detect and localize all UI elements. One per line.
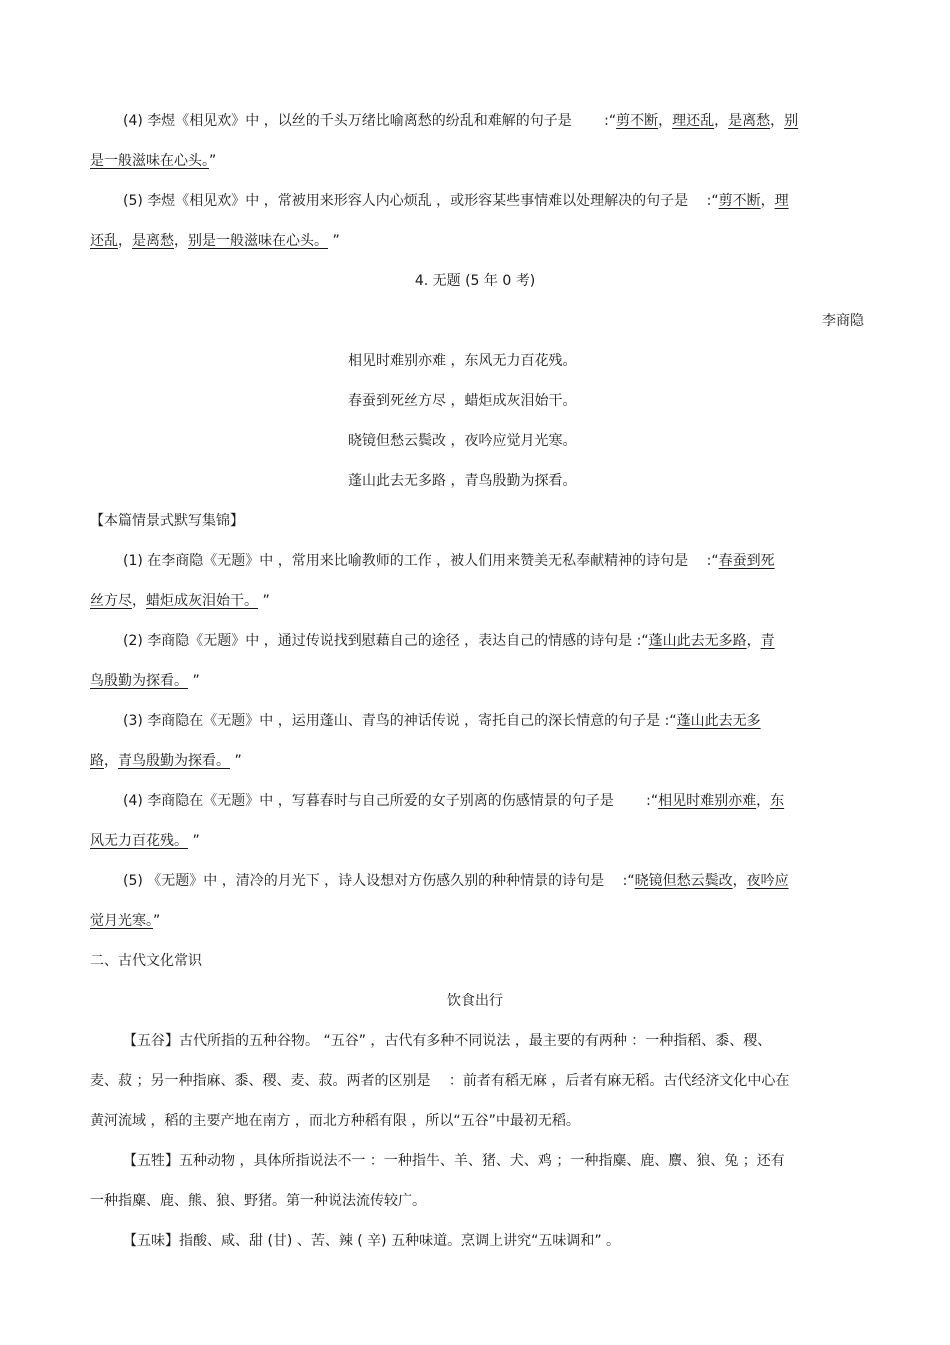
- answer-underline: 丝方尽: [90, 593, 132, 609]
- item-4-3-line-2: [90, 751, 870, 771]
- item-4-5-line-1: [123, 871, 870, 891]
- answer-underline: 风无力百花残。: [90, 833, 188, 849]
- answer-underline: 蓬山此去无多路: [648, 633, 747, 649]
- wugu-line-2: 麦、菽 ；另一种指麻、黍、稷、麦、菽。两者的区别是 ：前者有稻无麻 ，后者有麻无稻。古代经济文化中心在: [90, 1073, 790, 1089]
- wugu-line-1: 【五谷】古代所指的五种谷物。 “五谷” ，古代有多种不同说法 ，最主要的有两种 ：一种指稻、黍、稷、: [123, 1033, 772, 1049]
- text-segment: ，: [732, 873, 747, 889]
- text-segment: (5) 李煜《相见欢》中 ，常被用来形容人内心烦乱 ，或形容某些事情难以处理解决的句子是 :“: [123, 193, 719, 209]
- poem-line-2: 春蚕到死丝方尽 ，蜡炬成灰泪始干。: [348, 393, 577, 409]
- item-4-2-line-2: [90, 671, 870, 691]
- text-segment: ，: [174, 233, 188, 249]
- text-segment: (2) 李商隐《无题》中 ，通过传说找到慰藉自己的途径 ，表达自己的情感的诗句是 :“: [123, 633, 649, 649]
- answer-underline: 是离愁: [728, 113, 771, 129]
- text-segment: ，: [770, 113, 785, 129]
- answer-underline: 理还乱: [672, 113, 715, 129]
- item-4-4-line-2: [90, 831, 870, 851]
- answer-underline: 剪不断: [718, 193, 761, 209]
- item-4-1-line-2: [90, 591, 870, 611]
- answer-underline: 相见时难别亦难: [658, 793, 757, 809]
- poem-line-3: 晓镜但愁云鬓改 ，夜吟应觉月光寒。: [348, 433, 577, 449]
- text-segment: ”: [188, 833, 200, 849]
- collection-heading: 【本篇情景式默写集锦】: [90, 513, 244, 529]
- wusheng-line-2: 一种指麋、鹿、熊、狼、野猪。第一种说法流传较广。: [90, 1193, 426, 1209]
- text-segment: ，: [118, 233, 132, 249]
- answer-underline: 青鸟殷勤为探看。: [118, 753, 230, 769]
- answer-underline: 是离愁: [132, 233, 174, 249]
- answer-underline: 青: [760, 633, 775, 649]
- answer-underline: 是一般滋味在心头。: [90, 153, 209, 169]
- poem-line-4: 蓬山此去无多路 ，青鸟殷勤为探看。: [348, 473, 577, 489]
- answer-underline: 别: [784, 113, 799, 129]
- text-segment: ，: [658, 113, 673, 129]
- text-segment: ”: [209, 153, 217, 169]
- text-segment: ”: [328, 233, 340, 249]
- poem-line-1: 相见时难别亦难 ，东风无力百花残。: [348, 353, 577, 369]
- item-4-1-line-1: [123, 551, 870, 571]
- text-segment: (1) 在李商隐《无题》中 ，常用来比喻教师的工作 ，被人们用来赞美无私奉献精神的诗句是 :“: [123, 553, 719, 569]
- item-3-4-line-1: [123, 111, 870, 131]
- item-4-5-line-2: [90, 911, 870, 931]
- answer-underline: 别是一般滋味在心头。: [188, 233, 328, 249]
- item-3-5-line-2: [90, 231, 870, 251]
- answer-underline: 东: [770, 793, 785, 809]
- text-segment: (5) 《无题》中 ，清冷的月光下 ，诗人设想对方伤感久别的种种情景的诗句是 :“: [123, 873, 635, 889]
- text-segment: (3) 李商隐在《无题》中 ，运用蓬山、青鸟的神话传说 ，寄托自己的深长情意的句子是 :“: [123, 713, 677, 729]
- culture-subtitle: 饮食出行: [447, 993, 503, 1009]
- answer-underline: 晓镜但愁云鬓改: [634, 873, 733, 889]
- answer-underline: 还乱: [90, 233, 118, 249]
- text-segment: ”: [188, 673, 200, 689]
- text-segment: ，: [760, 193, 775, 209]
- text-segment: (4) 李煜《相见欢》中 ，以丝的千头万绪比喻离愁的纷乱和难解的句子是 :“: [123, 113, 617, 129]
- answer-underline: 夜吟应: [746, 873, 789, 889]
- culture-heading: 二、古代文化常识: [90, 953, 202, 969]
- text-segment: ，: [104, 753, 118, 769]
- answer-underline: 鸟殷勤为探看。: [90, 673, 188, 689]
- answer-underline: 路: [90, 753, 104, 769]
- answer-underline: 蜡炬成灰泪始干。: [146, 593, 258, 609]
- text-segment: ”: [153, 913, 161, 929]
- wugu-line-3: 黄河流域 ，稻的主要产地在南方 ，而北方种稻有限 ，所以“五谷”中最初无稻。: [90, 1113, 580, 1129]
- text-segment: (4) 李商隐在《无题》中 ，写暮春时与自己所爱的女子别离的伤感情景的句子是 :“: [123, 793, 659, 809]
- poem-author: 李商隐: [822, 313, 864, 329]
- text-segment: ，: [746, 633, 761, 649]
- item-3-4-line-2: [90, 151, 870, 171]
- answer-underline: 剪不断: [616, 113, 659, 129]
- text-segment: ”: [230, 753, 242, 769]
- item-3-5-line-1: [123, 191, 870, 211]
- answer-underline: 春蚕到死: [718, 553, 775, 569]
- item-4-2-line-1: [123, 631, 870, 651]
- item-4-3-line-1: [123, 711, 870, 731]
- text-segment: ，: [756, 793, 771, 809]
- text-segment: ，: [714, 113, 729, 129]
- answer-underline: 觉月光寒。: [90, 913, 153, 929]
- poem-title: 4. 无题 (5 年 0 考): [414, 273, 536, 289]
- text-segment: ”: [258, 593, 270, 609]
- wusheng-line-1: 【五牲】五种动物 ，具体所指说法不一 ：一种指牛、羊、猪、犬、鸡 ；一种指麋、鹿、麖、狼、兔 ；还有: [123, 1153, 785, 1169]
- text-segment: ，: [132, 593, 146, 609]
- answer-underline: 理: [774, 193, 789, 209]
- answer-underline: 蓬山此去无多: [676, 713, 761, 729]
- item-4-4-line-1: [123, 791, 870, 811]
- wuwei-line-1: 【五味】指酸、咸、甜 (甘) 、苦、辣 ( 辛) 五种味道。烹调上讲究“五味调和” 。: [123, 1233, 621, 1249]
